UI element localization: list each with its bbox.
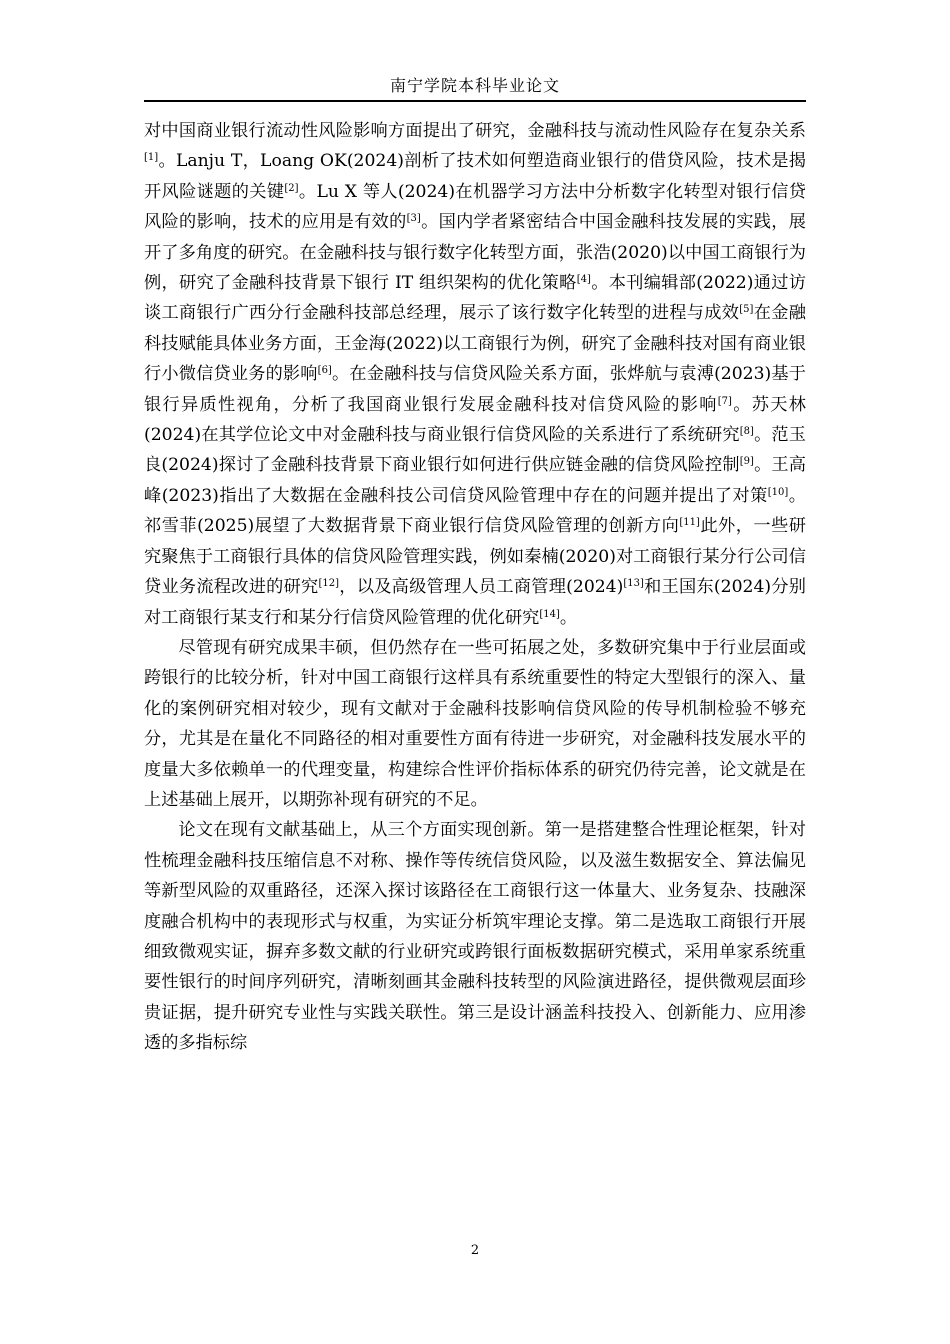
citation-ref: [14] bbox=[539, 608, 560, 620]
text-run: 尽管现有研究成果丰硕，但仍然存在一些可拓展之处，多数研究集中于行业层面或跨银行的比较分析，针对中国工商银行这样具有系统重要性的特定大型银行的深入、量化的案例研究相对较少，现有文献对于金融科技影响信贷风险的传导机制检验不够充分，尤其是在量化不同路径的相对重要性方面有待进一步研究，对金融科技发展水平的度量大多依赖单一的代理变量，构建综合性评价指标体系的研究仍待完善，论文就是在上述基础上展开，以期弥补现有研究的不足。 bbox=[144, 637, 806, 810]
citation-ref: [12] bbox=[318, 578, 340, 590]
citation-ref: [11] bbox=[679, 517, 700, 529]
text-run: 对中国商业银行流动性风险影响方面提出了研究，金融科技与流动性风险存在复杂关系 bbox=[144, 121, 806, 141]
text-run: 。Lu X 等人(2024)在机器学习方法中分析数字化转型对银行信贷风险的影响，技术的应用是有效的 bbox=[144, 181, 806, 233]
text-run: 论文在现有文献基础上，从三个方面实现创新。第一是搭建整合性理论框架，针对性梳理金融科技压缩信息不对称、操作等传统信贷风险，以及滋生数据安全、算法偏见等新型风险的双重路径，还深入探讨该路径在工商银行这一体量大、业务复杂、技融深度融合机构中的表现形式与权重，为实证分析筑牢理论支撑。第二是选取工商银行开展细致微观实证，摒弃多数文献的行业研究或跨银行面板数据研究模式，采用单家系统重要性银行的时间序列研究，清晰刻画其金融科技转型的风险演进路径，提供微观层面珍贵证据，提升研究专业性与实践关联性。第三是设计涵盖科技投入、创新能力、应用渗透的多指标综 bbox=[144, 820, 806, 1054]
citation-ref: [4] bbox=[576, 274, 591, 286]
page-number: 2 bbox=[470, 1243, 480, 1258]
text-run: 。Lanju T，Loang OK(2024)剖析了技术如何塑造商业银行的借贷风险，技术是揭开风险谜题的关键 bbox=[144, 151, 806, 202]
header-rule bbox=[144, 100, 806, 102]
citation-ref: [6] bbox=[317, 365, 332, 377]
text-run: 。苏天林(2024)在其学位论文中对金融科技与商业银行信贷风险的关系进行了系统研究 bbox=[144, 394, 806, 446]
citation-ref: [1] bbox=[144, 152, 159, 164]
citation-ref: [8] bbox=[739, 426, 754, 438]
citation-ref: [5] bbox=[739, 304, 754, 316]
citation-ref: [9] bbox=[739, 456, 754, 468]
text-run: 。国内学者紧密结合中国金融科技发展的实践，展开了多角度的研究。在金融科技与银行数字化转型方面，张浩(2020)以中国工商银行为例，研究了金融科技背景下银行 IT 组织架构的优化策略 bbox=[144, 212, 806, 294]
citation-ref: [13] bbox=[623, 578, 644, 590]
paragraph bbox=[144, 633, 806, 815]
text-run: 。范玉良(2024)探讨了金融科技背景下商业银行如何进行供应链金融的信贷风险控制 bbox=[144, 425, 806, 476]
citation-ref: [7] bbox=[717, 395, 732, 407]
text-run: 。 bbox=[559, 607, 578, 628]
citation-ref: [3] bbox=[406, 213, 421, 225]
text-run: 在金融科技赋能具体业务方面，王金海(2022)以工商银行为例，研究了金融科技对国有商业银行小微信贷业务的影响 bbox=[144, 303, 806, 385]
text-run: 此外，一些研究聚焦于工商银行具体的信贷风险管理实践，例如秦楠(2020)对工商银行某分行公司信贷业务流程改进的研究 bbox=[144, 516, 806, 598]
text-run: ，以及高级管理人员工商管理(2024) bbox=[339, 577, 624, 598]
text-run: 。本刊编辑部(2022)通过访谈工商银行广西分行金融科技部总经理，展示了该行数字化转型的进程与成效 bbox=[144, 273, 806, 324]
body-text bbox=[144, 116, 806, 1059]
paragraph bbox=[144, 116, 806, 633]
running-header: 南宁学院本科毕业论文 bbox=[389, 76, 560, 95]
paragraph bbox=[144, 815, 806, 1058]
text-run: 和王国东(2024)分别对工商银行某支行和某分行信贷风险管理的优化研究 bbox=[144, 577, 806, 628]
citation-ref: [10] bbox=[767, 486, 789, 498]
text-run: 。祁雪菲(2025)展望了大数据背景下商业银行信贷风险管理的创新方向 bbox=[144, 485, 806, 537]
text-run: 。王高峰(2023)指出了大数据在金融科技公司信贷风险管理中存在的问题并提出了对策 bbox=[144, 455, 806, 506]
citation-ref: [2] bbox=[284, 182, 299, 194]
text-run: 。在金融科技与信贷风险关系方面，张烨航与袁溥(2023)基于银行异质性视角，分析了我国商业银行发展金融科技对信贷风险的影响 bbox=[144, 364, 806, 415]
